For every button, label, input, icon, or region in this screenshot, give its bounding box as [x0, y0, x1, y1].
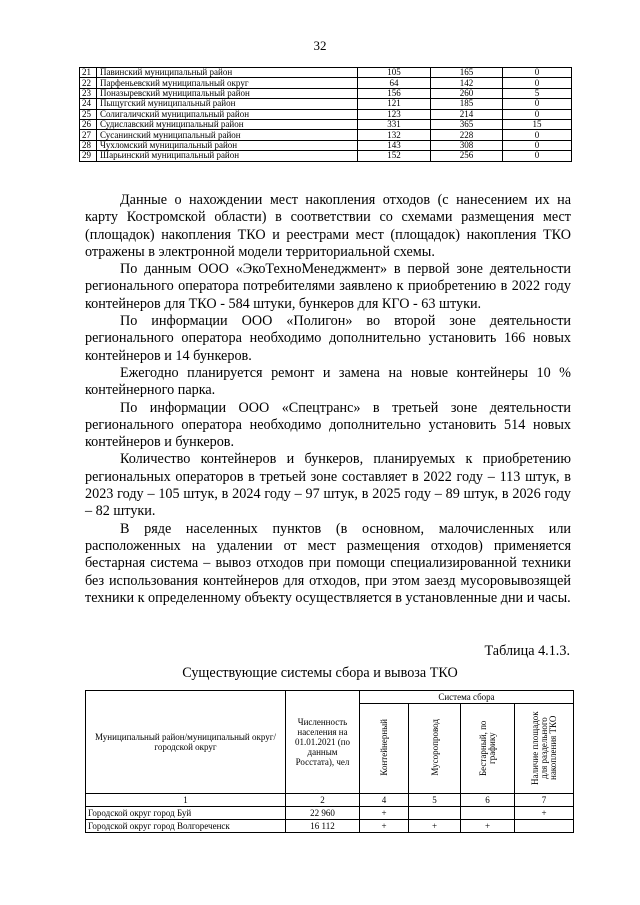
value-b: 185 — [431, 99, 503, 109]
header-container — [360, 704, 409, 794]
paragraph: По данным ООО «ЭкоТехноМенеджмент» в первой зоне деятельности регионального оператора потребителями заявлено к приобретению в 2022 году контейнеров для ТКО - 584 штуки, бункеров для КГО - 63 штуки. — [85, 261, 571, 312]
district-name: Парфеньевский муниципальный округ — [97, 78, 358, 88]
paragraph: В ряде населенных пунктов (в основном, малочисленных или расположенных на удалении от мест размещения отходов) применяется бестарная система – вывоз отходов при помощи специализированной техники без использования контейнеров для отходов, при этом заезд мусоровывозящей техники к определенному объекту осуществляется в установленные дни и часы. — [85, 520, 571, 606]
paragraph: Количество контейнеров и бункеров, планируемых к приобретению региональных операторов в третьей зоне составляет в 2022 году – 113 штук, в 2023 году – 105 штук, в 2024 году – 97 штук, в 2025 году – 89 штук, в 2026 году – 82 штуки. — [85, 451, 571, 520]
paragraph: По информации ООО «Спецтранс» в третьей зоне деятельности регионального оператора необходимо дополнительно установить 514 новых контейнеров и бункеров. — [85, 399, 571, 451]
population-value: 22 960 — [286, 807, 360, 820]
header-containerless-label: Бестарный, по графику — [477, 719, 497, 776]
table-row — [80, 78, 572, 88]
row-number: 22 — [80, 78, 97, 88]
value-c: 0 — [503, 130, 572, 140]
value-b: 165 — [431, 68, 503, 78]
value-a: 331 — [358, 119, 431, 129]
value-c: 0 — [503, 78, 572, 88]
row-number: 25 — [80, 109, 97, 119]
column-number: 4 — [360, 794, 409, 807]
value-a: 152 — [358, 151, 431, 161]
header-chute — [409, 704, 461, 794]
containerless-value: + — [461, 820, 515, 833]
table-row — [80, 151, 572, 161]
value-a: 156 — [358, 88, 431, 98]
table-row — [80, 119, 572, 129]
header-separate-sites-label: Наличие площадок для раздельного накопления ТКО — [529, 710, 558, 785]
separate-sites-value — [515, 820, 574, 833]
table-row — [80, 99, 572, 109]
value-b: 142 — [431, 78, 503, 88]
value-c: 15 — [503, 119, 572, 129]
column-number: 5 — [409, 794, 461, 807]
table-row — [86, 807, 574, 820]
column-number: 6 — [461, 794, 515, 807]
row-number: 21 — [80, 68, 97, 78]
value-b: 214 — [431, 109, 503, 119]
table-row — [80, 109, 572, 119]
districts-table — [79, 67, 572, 162]
containerless-value — [461, 807, 515, 820]
chute-value — [409, 807, 461, 820]
column-number: 7 — [515, 794, 574, 807]
value-c: 0 — [503, 68, 572, 78]
value-a: 132 — [358, 130, 431, 140]
container-value: + — [360, 820, 409, 833]
header-chute-label: Мусоропровод — [429, 719, 440, 776]
population-value: 16 112 — [286, 820, 360, 833]
value-b: 308 — [431, 140, 503, 150]
district-name: Городской округ город Буй — [86, 807, 286, 820]
header-separate-sites — [515, 704, 574, 794]
header-container-label: Контейнерный — [379, 719, 389, 776]
district-name: Чухломский муниципальный район — [97, 140, 358, 150]
value-c: 0 — [503, 151, 572, 161]
header-population: Численность населения на 01.01.2021 (по данным Росстата), чел — [286, 691, 360, 794]
district-name: Судиславский муниципальный район — [97, 119, 358, 129]
value-c: 0 — [503, 140, 572, 150]
value-a: 105 — [358, 68, 431, 78]
header-containerless — [461, 704, 515, 794]
paragraph: По информации ООО «Полигон» во второй зоне деятельности регионального оператора необходимо дополнительно установить 166 новых контейнеров и 14 бункеров. — [85, 313, 571, 364]
container-value: + — [360, 807, 409, 820]
value-a: 143 — [358, 140, 431, 150]
value-c: 0 — [503, 109, 572, 119]
collection-systems-table — [85, 690, 574, 833]
row-number: 27 — [80, 130, 97, 140]
table-row — [80, 88, 572, 98]
row-number: 23 — [80, 88, 97, 98]
value-b: 365 — [431, 119, 503, 129]
column-number: 2 — [286, 794, 360, 807]
district-name: Городской округ город Волгореченск — [86, 820, 286, 833]
district-name: Сусанинский муниципальный район — [97, 130, 358, 140]
value-c: 0 — [503, 99, 572, 109]
district-name: Пыщугский муниципальный район — [97, 99, 358, 109]
value-b: 228 — [431, 130, 503, 140]
value-a: 64 — [358, 78, 431, 88]
district-name: Павинский муниципальный район — [97, 68, 358, 78]
table-row — [80, 140, 572, 150]
column-number: 1 — [86, 794, 286, 807]
paragraph: Данные о нахождении мест накопления отходов (с нанесением их на карту Костромской области) в соответствии со схемами размещения мест (площадок) накопления ТКО и реестрами мест (площадок) накопления ТКО отражены в электронной модели территориальной схемы. — [85, 192, 571, 260]
table-row — [86, 820, 574, 833]
separate-sites-value: + — [515, 807, 574, 820]
paragraph: Ежегодно планируется ремонт и замена на новые контейнеры 10 % контейнерного парка. — [85, 364, 571, 399]
page-number: 32 — [313, 38, 327, 53]
district-name: Солигаличский муниципальный район — [97, 109, 358, 119]
table-row — [80, 68, 572, 78]
chute-value: + — [409, 820, 461, 833]
row-number: 28 — [80, 140, 97, 150]
table-label: Таблица 4.1.3. — [484, 643, 570, 659]
value-c: 5 — [503, 88, 572, 98]
header-district: Муниципальный район/муниципальный округ/ городской округ — [86, 691, 286, 794]
district-name: Поназыревский муниципальный район — [97, 88, 358, 98]
district-name: Шарьинский муниципальный район — [97, 151, 358, 161]
table-title: Существующие системы сбора и вывоза ТКО — [182, 665, 458, 681]
row-number: 29 — [80, 151, 97, 161]
row-number: 24 — [80, 99, 97, 109]
value-a: 123 — [358, 109, 431, 119]
row-number: 26 — [80, 119, 97, 129]
body-text — [85, 192, 571, 607]
value-a: 121 — [358, 99, 431, 109]
table-row — [80, 130, 572, 140]
header-system-group: Система сбора — [360, 691, 574, 704]
value-b: 260 — [431, 88, 503, 98]
value-b: 256 — [431, 151, 503, 161]
